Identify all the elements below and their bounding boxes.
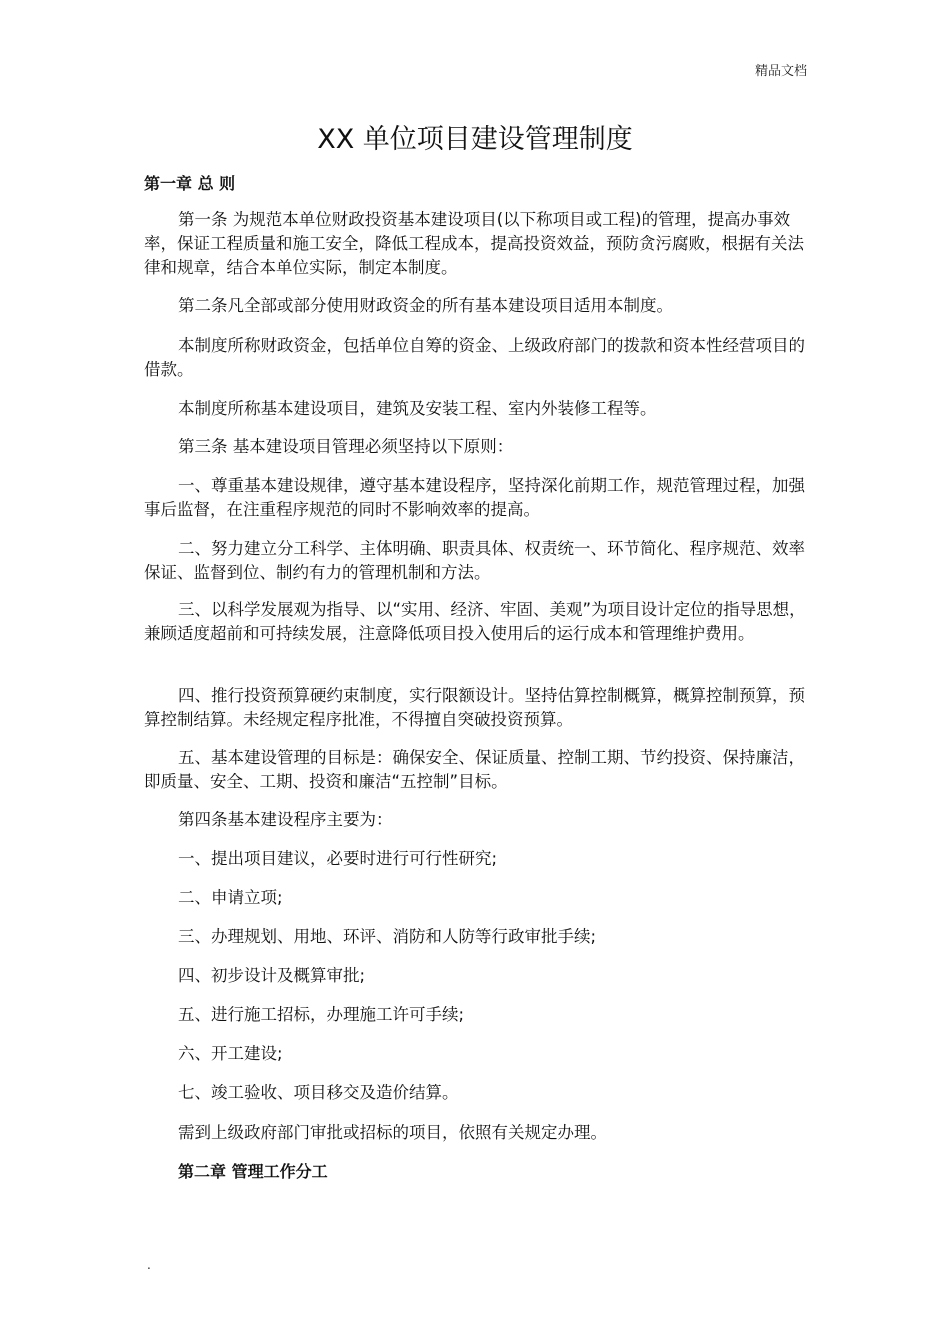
paragraph: 本制度所称财政资金，包括单位自筹的资金、上级政府部门的拨款和资本性经营项目的借款。 <box>144 336 805 379</box>
header-note: 精品文档 <box>754 64 807 79</box>
chapter-1-heading: 第一章 总 则 <box>144 174 236 193</box>
paragraph: 第二条凡全部或部分使用财政资金的所有基本建设项目适用本制度。 <box>178 296 673 315</box>
paragraph: 二、努力建立分工科学、主体明确、职责具体、权责统一、环节简化、程序规范、效率保证、监督到位、制约有力的管理机制和方法。 <box>144 539 805 582</box>
list-item: 三、办理规划、用地、环评、消防和人防等行政审批手续; <box>178 927 597 946</box>
list-item: 七、竣工验收、项目移交及造价结算。 <box>178 1083 459 1102</box>
paragraph: 三、以科学发展观为指导、以“实用、经济、牢固、美观”为项目设计定位的指导思想，兼顾适度超前和可持续发展，注意降低项目投入使用后的运行成本和管理维护费用。 <box>144 600 806 643</box>
list-item: 二、申请立项; <box>178 888 283 907</box>
list-item: 一、提出项目建议，必要时进行可行性研究; <box>178 849 498 868</box>
list-item: 六、开工建设; <box>178 1044 283 1063</box>
chapter-2-heading: 第二章 管理工作分工 <box>178 1162 328 1181</box>
paragraph: 五、基本建设管理的目标是：确保安全、保证质量、控制工期、节约投资、保持廉洁，即质量、安全、工期、投资和廉洁“五控制”目标。 <box>144 748 805 791</box>
paragraph: 需到上级政府部门审批或招标的项目，依照有关规定办理。 <box>178 1123 607 1142</box>
paragraph: 一、尊重基本建设规律，遵守基本建设程序，坚持深化前期工作，规范管理过程，加强事后监督，在注重程序规范的同时不影响效率的提高。 <box>144 476 805 519</box>
footer-mark: . <box>147 1258 151 1272</box>
paragraph: 本制度所称基本建设项目，建筑及安装工程、室内外装修工程等。 <box>178 399 657 418</box>
list-item: 五、进行施工招标，办理施工许可手续; <box>178 1005 465 1024</box>
paragraph: 第三条 基本建设项目管理必须坚持以下原则： <box>178 437 514 456</box>
document-title: XX 单位项目建设管理制度 <box>317 124 633 155</box>
paragraph: 四、推行投资预算硬约束制度，实行限额设计。坚持估算控制概算，概算控制预算，预算控制结算。未经规定程序批准，不得擅自突破投资预算。 <box>144 686 805 729</box>
paragraph: 第一条 为规范本单位财政投资基本建设项目(以下称项目或工程)的管理，提高办事效率，保证工程质量和施工安全，降低工程成本，提高投资效益，预防贪污腐败，根据有关法律和规章，结合本单位实际，制定本制度。 <box>144 210 804 277</box>
paragraph: 第四条基本建设程序主要为： <box>178 810 393 829</box>
list-item: 四、初步设计及概算审批; <box>178 966 366 985</box>
